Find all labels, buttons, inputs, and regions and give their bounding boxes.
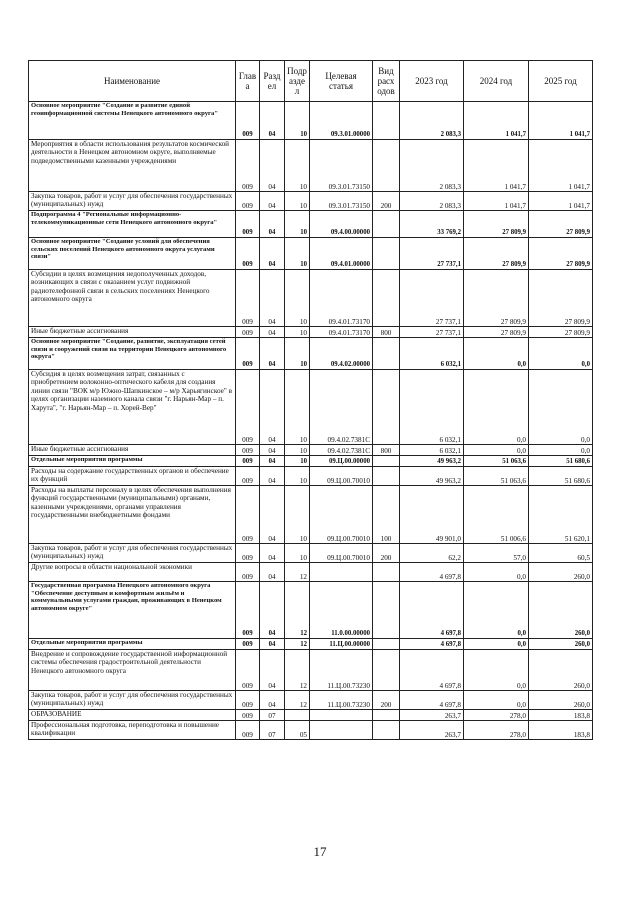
row-podrazdel: 10 — [285, 445, 310, 456]
row-amount-2024: 51 063,6 — [464, 456, 529, 467]
table-row — [29, 327, 593, 338]
row-name — [29, 467, 236, 486]
row-article: 11.Ц.00.00000 — [310, 639, 373, 650]
row-glava: 009 — [236, 445, 260, 456]
row-podrazdel: 10 — [285, 456, 310, 467]
row-vid — [373, 102, 400, 140]
table-row — [29, 721, 593, 740]
header-year-2025: 2025 год — [529, 61, 593, 102]
row-vid — [373, 582, 400, 639]
row-razdel: 04 — [260, 563, 285, 582]
row-amount-2023: 6 032,1 — [400, 370, 464, 445]
row-article: 09.4.02.7381С — [310, 445, 373, 456]
row-razdel: 04 — [260, 582, 285, 639]
row-amount-2025: 1 041,7 — [529, 102, 593, 140]
row-amount-2023: 62,2 — [400, 544, 464, 563]
row-podrazdel: 10 — [285, 327, 310, 338]
header-podrazdel: Подр азде л — [285, 61, 310, 102]
row-name — [29, 211, 236, 238]
row-glava: 009 — [236, 650, 260, 691]
row-podrazdel: 12 — [285, 650, 310, 691]
row-razdel: 04 — [260, 102, 285, 140]
row-name — [29, 650, 236, 691]
row-article: 11.0.00.00000 — [310, 582, 373, 639]
row-glava: 009 — [236, 238, 260, 270]
row-glava: 009 — [236, 456, 260, 467]
row-vid — [373, 639, 400, 650]
row-glava: 009 — [236, 211, 260, 238]
row-name-text: Отдельные мероприятия программы — [31, 639, 143, 646]
row-amount-2025: 260,0 — [529, 639, 593, 650]
row-vid — [373, 710, 400, 721]
row-vid: 200 — [373, 544, 400, 563]
row-name — [29, 338, 236, 370]
row-vid: 100 — [373, 486, 400, 544]
table-row — [29, 192, 593, 211]
row-article: 09.4.01.73170 — [310, 270, 373, 327]
row-article: 11.Ц.00.73230 — [310, 650, 373, 691]
row-name — [29, 710, 236, 721]
row-vid: 200 — [373, 192, 400, 211]
row-podrazdel: 10 — [285, 102, 310, 140]
table-row — [29, 639, 593, 650]
row-podrazdel: 10 — [285, 467, 310, 486]
row-amount-2024: 0,0 — [464, 563, 529, 582]
table-row — [29, 691, 593, 710]
row-razdel: 04 — [260, 211, 285, 238]
table-row — [29, 238, 593, 270]
row-amount-2024: 278,0 — [464, 710, 529, 721]
row-glava: 009 — [236, 192, 260, 211]
row-glava: 009 — [236, 467, 260, 486]
row-name — [29, 238, 236, 270]
row-amount-2023: 2 083,3 — [400, 140, 464, 192]
row-article: 09.4.02.7381С — [310, 370, 373, 445]
row-razdel: 04 — [260, 456, 285, 467]
table-row — [29, 338, 593, 370]
table-row — [29, 563, 593, 582]
row-name — [29, 140, 236, 192]
row-name — [29, 544, 236, 563]
row-amount-2023: 4 697,8 — [400, 582, 464, 639]
row-vid — [373, 211, 400, 238]
row-amount-2025: 1 041,7 — [529, 140, 593, 192]
row-article: 09.4.00.00000 — [310, 211, 373, 238]
row-glava: 009 — [236, 582, 260, 639]
row-name-text: Расходы на содержание государственных органов и обеспечение их функций — [31, 467, 229, 484]
table-row — [29, 710, 593, 721]
row-vid — [373, 563, 400, 582]
row-amount-2025: 0,0 — [529, 370, 593, 445]
row-name-text: Основное мероприятие "Создание, развитие, эксплуатация сетей связи и сооружений связи на территории Ненецкого автономного округа" — [31, 338, 227, 361]
row-name-text: Основное мероприятие "Создание условий для обеспечения сельских поселений Ненецкого автономного округа услугами связи" — [31, 238, 215, 261]
row-article: 09.4.01.73170 — [310, 327, 373, 338]
row-razdel: 07 — [260, 721, 285, 740]
row-name-text: Другие вопросы в области национальной экономики — [31, 563, 192, 571]
row-name — [29, 456, 236, 467]
row-podrazdel: 12 — [285, 563, 310, 582]
row-glava: 009 — [236, 721, 260, 740]
row-name — [29, 192, 236, 211]
table-row — [29, 544, 593, 563]
row-razdel: 04 — [260, 639, 285, 650]
row-amount-2024: 0,0 — [464, 370, 529, 445]
row-glava: 009 — [236, 140, 260, 192]
row-amount-2024: 27 809,9 — [464, 270, 529, 327]
table-row — [29, 467, 593, 486]
row-name-text: Субсидия в целях возмещения затрат, связанных с приобретением волоконно-оптического кабеля для создания линии связи "ВОК м/р Южно-Шапкинское – м/р Харьягинское" в целях организации наземного канала связи "г. Нарьян-Мар – п. Харута", "г. Нарьян-Мар – п. Хорей-Вер" — [31, 370, 232, 412]
row-amount-2023: 27 737,1 — [400, 270, 464, 327]
row-amount-2024: 0,0 — [464, 650, 529, 691]
row-amount-2024: 278,0 — [464, 721, 529, 740]
row-name — [29, 445, 236, 456]
row-amount-2025: 0,0 — [529, 445, 593, 456]
row-glava: 009 — [236, 710, 260, 721]
row-podrazdel: 05 — [285, 721, 310, 740]
row-name-text: Подпрограмма 4 "Региональные информационно-телекоммуникационные сети Ненецкого автономного округа" — [31, 211, 218, 226]
row-vid — [373, 456, 400, 467]
row-amount-2024: 1 041,7 — [464, 192, 529, 211]
row-vid — [373, 338, 400, 370]
row-article — [310, 721, 373, 740]
row-amount-2025: 1 041,7 — [529, 192, 593, 211]
row-podrazdel: 10 — [285, 270, 310, 327]
row-amount-2025: 51 680,6 — [529, 467, 593, 486]
row-amount-2023: 6 032,1 — [400, 445, 464, 456]
header-name: Наименование — [29, 61, 236, 102]
row-razdel: 04 — [260, 691, 285, 710]
row-article: 09.Ц.00.00000 — [310, 456, 373, 467]
row-glava: 009 — [236, 563, 260, 582]
table-row — [29, 582, 593, 639]
row-vid: 200 — [373, 691, 400, 710]
row-razdel: 04 — [260, 445, 285, 456]
row-amount-2023: 4 697,8 — [400, 639, 464, 650]
table-row — [29, 456, 593, 467]
row-article: 09.4.01.00000 — [310, 238, 373, 270]
row-razdel: 04 — [260, 467, 285, 486]
row-podrazdel: 12 — [285, 691, 310, 710]
row-amount-2025: 260,0 — [529, 691, 593, 710]
row-glava: 009 — [236, 370, 260, 445]
row-vid — [373, 270, 400, 327]
row-vid — [373, 650, 400, 691]
row-podrazdel: 10 — [285, 211, 310, 238]
row-amount-2023: 4 697,8 — [400, 691, 464, 710]
row-name-text: ОБРАЗОВАНИЕ — [31, 710, 82, 718]
row-amount-2024: 0,0 — [464, 639, 529, 650]
table-row — [29, 102, 593, 140]
row-podrazdel: 10 — [285, 370, 310, 445]
row-vid: 800 — [373, 327, 400, 338]
table-body — [29, 102, 593, 740]
row-podrazdel: 10 — [285, 238, 310, 270]
row-article: 09.3.01.73150 — [310, 192, 373, 211]
row-name-text: Закупка товаров, работ и услуг для обеспечения государственных (муниципальных) нужд — [31, 691, 233, 708]
row-glava: 009 — [236, 102, 260, 140]
header-vid: Вид расх одов — [373, 61, 400, 102]
row-razdel: 04 — [260, 650, 285, 691]
row-amount-2023: 27 737,1 — [400, 327, 464, 338]
row-vid — [373, 238, 400, 270]
row-vid — [373, 467, 400, 486]
row-amount-2023: 49 963,2 — [400, 456, 464, 467]
row-amount-2024: 0,0 — [464, 445, 529, 456]
row-name — [29, 370, 236, 445]
row-name-text: Иные бюджетные ассигнования — [31, 445, 129, 453]
row-amount-2024: 0,0 — [464, 691, 529, 710]
row-razdel: 04 — [260, 486, 285, 544]
row-name-text: Профессиональная подготовка, переподготовка и повышение квалификации — [31, 721, 219, 738]
row-podrazdel — [285, 710, 310, 721]
row-amount-2023: 2 083,3 — [400, 102, 464, 140]
row-article: 09.3.01.73150 — [310, 140, 373, 192]
row-amount-2023: 4 697,8 — [400, 563, 464, 582]
row-amount-2023: 27 737,1 — [400, 238, 464, 270]
row-vid — [373, 370, 400, 445]
row-razdel: 04 — [260, 238, 285, 270]
header-glava: Глав а — [236, 61, 260, 102]
row-razdel: 04 — [260, 370, 285, 445]
table-row — [29, 370, 593, 445]
row-amount-2023: 49 901,0 — [400, 486, 464, 544]
table-row — [29, 211, 593, 238]
row-name — [29, 102, 236, 140]
row-vid — [373, 721, 400, 740]
row-name — [29, 270, 236, 327]
row-amount-2024: 1 041,7 — [464, 140, 529, 192]
row-amount-2024: 1 041,7 — [464, 102, 529, 140]
row-name — [29, 639, 236, 650]
row-razdel: 04 — [260, 338, 285, 370]
row-name-text: Закупка товаров, работ и услуг для обеспечения государственных (муниципальных) нужд — [31, 192, 233, 209]
row-name-text: Внедрение и сопровождение государственной информационной системы обеспечения градостроительной деятельности Ненецкого автономного округа — [31, 650, 228, 675]
row-amount-2025: 260,0 — [529, 563, 593, 582]
row-name-text: Субсидии в целях возмещения недополученных доходов, возникающих в связи с оказанием услуг подвижной радиотелефонной связи в сельских поселениях Ненецкого автономного округа — [31, 270, 210, 304]
row-name — [29, 582, 236, 639]
header-year-2024: 2024 год — [464, 61, 529, 102]
row-vid — [373, 140, 400, 192]
budget-table — [28, 60, 593, 740]
row-name — [29, 721, 236, 740]
row-glava: 009 — [236, 639, 260, 650]
row-glava: 009 — [236, 270, 260, 327]
row-podrazdel: 10 — [285, 486, 310, 544]
table-row — [29, 486, 593, 544]
row-amount-2025: 0,0 — [529, 338, 593, 370]
row-amount-2025: 183,8 — [529, 721, 593, 740]
row-name-text: Закупка товаров, работ и услуг для обеспечения государственных (муниципальных) нужд — [31, 544, 233, 561]
row-name — [29, 563, 236, 582]
row-name-text: Иные бюджетные ассигнования — [31, 327, 129, 335]
row-glava: 009 — [236, 338, 260, 370]
row-name-text: Расходы на выплаты персоналу в целях обеспечения выполнения функций государственными (муниципальными) органами, казенными учреждениями, органами управления государственными внебюджетными фондами — [31, 486, 231, 520]
row-glava: 009 — [236, 691, 260, 710]
row-razdel: 04 — [260, 270, 285, 327]
row-amount-2023: 6 032,1 — [400, 338, 464, 370]
row-amount-2024: 27 809,9 — [464, 327, 529, 338]
row-name-text: Мероприятия в области использования результатов космической деятельности в Ненецком автономном округе, выполняемые подведомственными казенными учреждениями — [31, 140, 230, 165]
row-name-text: Основное мероприятие "Создание и развитие единой геоинформационной системы Ненецкого автономного округа" — [31, 102, 219, 117]
row-amount-2025: 27 809,9 — [529, 270, 593, 327]
row-podrazdel: 10 — [285, 544, 310, 563]
row-amount-2023: 263,7 — [400, 721, 464, 740]
row-name — [29, 691, 236, 710]
row-amount-2023: 2 083,3 — [400, 192, 464, 211]
row-amount-2024: 0,0 — [464, 338, 529, 370]
row-podrazdel: 10 — [285, 140, 310, 192]
row-article: 09.Ц.00.70010 — [310, 486, 373, 544]
header-razdel: Разд ел — [260, 61, 285, 102]
row-article: 09.4.02.00000 — [310, 338, 373, 370]
row-name-text: Отдельные мероприятия программы — [31, 456, 143, 463]
row-name-text: Государственная программа Ненецкого автономного округа "Обеспечение доступным и комфортным жильём и коммунальными услугами граждан, проживающих в Ненецком автономном округе" — [31, 582, 222, 612]
row-name — [29, 486, 236, 544]
row-article: 11.Ц.00.73230 — [310, 691, 373, 710]
row-glava: 009 — [236, 544, 260, 563]
row-amount-2023: 4 697,8 — [400, 650, 464, 691]
row-amount-2025: 51 680,6 — [529, 456, 593, 467]
row-podrazdel: 12 — [285, 639, 310, 650]
row-amount-2023: 33 769,2 — [400, 211, 464, 238]
row-article: 09.Ц.00.70010 — [310, 467, 373, 486]
table-row — [29, 445, 593, 456]
row-amount-2025: 51 620,1 — [529, 486, 593, 544]
row-amount-2024: 57,0 — [464, 544, 529, 563]
page-number: 17 — [313, 844, 327, 859]
row-glava: 009 — [236, 486, 260, 544]
row-amount-2024: 51 006,6 — [464, 486, 529, 544]
row-amount-2025: 260,0 — [529, 582, 593, 639]
row-amount-2025: 183,8 — [529, 710, 593, 721]
row-amount-2025: 60,5 — [529, 544, 593, 563]
row-amount-2024: 27 809,9 — [464, 211, 529, 238]
row-razdel: 04 — [260, 192, 285, 211]
row-amount-2024: 0,0 — [464, 582, 529, 639]
row-podrazdel: 10 — [285, 338, 310, 370]
row-amount-2025: 27 809,9 — [529, 211, 593, 238]
row-razdel: 04 — [260, 140, 285, 192]
row-article: 09.3.01.00000 — [310, 102, 373, 140]
row-name — [29, 327, 236, 338]
row-article: 09.Ц.00.70010 — [310, 544, 373, 563]
header-row — [29, 61, 593, 102]
row-razdel: 04 — [260, 544, 285, 563]
row-article — [310, 710, 373, 721]
row-article — [310, 563, 373, 582]
row-amount-2025: 27 809,9 — [529, 238, 593, 270]
row-razdel: 07 — [260, 710, 285, 721]
row-amount-2025: 260,0 — [529, 650, 593, 691]
header-article: Целевая статья — [310, 61, 373, 102]
row-glava: 009 — [236, 327, 260, 338]
table-row — [29, 270, 593, 327]
row-amount-2025: 27 809,9 — [529, 327, 593, 338]
header-year-2023: 2023 год — [400, 61, 464, 102]
table-row — [29, 650, 593, 691]
table-row — [29, 140, 593, 192]
row-podrazdel: 10 — [285, 192, 310, 211]
row-amount-2024: 51 063,6 — [464, 467, 529, 486]
row-amount-2023: 49 963,2 — [400, 467, 464, 486]
row-podrazdel: 12 — [285, 582, 310, 639]
row-amount-2023: 263,7 — [400, 710, 464, 721]
row-amount-2024: 27 809,9 — [464, 238, 529, 270]
row-razdel: 04 — [260, 327, 285, 338]
row-vid: 800 — [373, 445, 400, 456]
